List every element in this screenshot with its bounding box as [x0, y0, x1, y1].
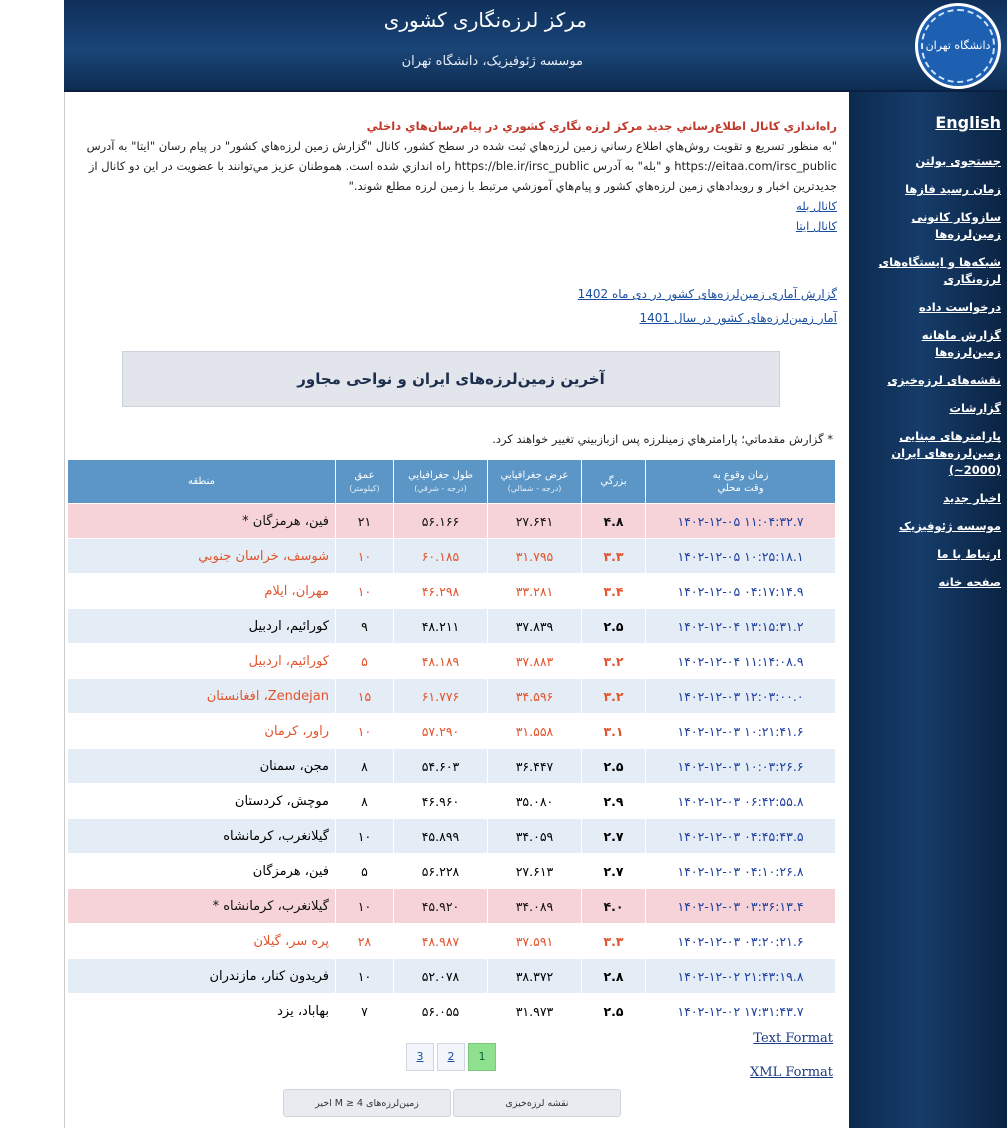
depth-cell: ۱۰ — [336, 819, 394, 854]
magnitude-cell: ۳.۲ — [582, 644, 646, 679]
event-time-cell: ۱۴۰۲-۱۲-۰۳ ۰۳:۲۰:۲۱.۶ — [646, 924, 836, 959]
longitude-cell: ۵۶.۱۶۶ — [394, 504, 488, 539]
depth-cell: ۸ — [336, 749, 394, 784]
page-3-link[interactable]: 3 — [406, 1043, 434, 1071]
longitude-cell: ۴۸.۹۸۷ — [394, 924, 488, 959]
depth-cell: ۱۰ — [336, 574, 394, 609]
longitude-cell: ۴۵.۹۲۰ — [394, 889, 488, 924]
recent-m4-button[interactable]: زمين‌لرزه‌های 4 ≤ M اخير — [283, 1089, 451, 1117]
sidebar-english-link[interactable]: English — [935, 113, 1001, 132]
magnitude-cell: ۲.۹ — [582, 784, 646, 819]
depth-cell: ۱۰ — [336, 889, 394, 924]
longitude-cell: ۵۶.۲۲۸ — [394, 854, 488, 889]
longitude-cell: ۵۷.۲۹۰ — [394, 714, 488, 749]
col-lon[interactable]: طول جغرافيايي (درجه - شرقي) — [394, 460, 488, 504]
latitude-cell: ۳۶.۴۴۷ — [488, 749, 582, 784]
magnitude-cell: ۳.۱ — [582, 714, 646, 749]
latitude-cell: ۳۸.۳۷۲ — [488, 959, 582, 994]
sidebar-item-contact[interactable]: ارتباط با ما — [937, 547, 1001, 561]
table-row[interactable] — [68, 539, 836, 574]
yearly-stats-link[interactable]: آمار زمین‌لرزه‌های کشور در سال 1401 — [639, 311, 837, 325]
table-row[interactable] — [68, 924, 836, 959]
magnitude-cell: ۳.۳ — [582, 539, 646, 574]
magnitude-cell: ۲.۷ — [582, 854, 646, 889]
xml-format-link[interactable]: XML Format — [750, 1065, 833, 1080]
event-time-cell: ۱۴۰۲-۱۲-۰۲ ۲۱:۴۳:۱۹.۸ — [646, 959, 836, 994]
sidebar-item-news[interactable]: اخبار جدید — [943, 491, 1001, 505]
col-time[interactable]: زمان وقوع به وقت محلي — [646, 460, 836, 504]
bale-channel-link[interactable]: كانال بله — [796, 199, 837, 213]
latitude-cell: ۲۷.۶۴۱ — [488, 504, 582, 539]
earthquake-table — [67, 459, 836, 1029]
col-region[interactable]: منطقه — [68, 460, 336, 504]
region-cell: مجن، سمنان — [68, 749, 336, 784]
table-row[interactable] — [68, 644, 836, 679]
main-content — [64, 92, 849, 1128]
event-time-cell: ۱۴۰۲-۱۲-۰۳ ۰۴:۱۰:۲۶.۸ — [646, 854, 836, 889]
region-cell: فین، هرمزگان * — [68, 504, 336, 539]
magnitude-cell: ۲.۵ — [582, 994, 646, 1029]
latitude-cell: ۳۴.۵۹۶ — [488, 679, 582, 714]
depth-cell: ۲۸ — [336, 924, 394, 959]
stats-links — [578, 282, 837, 330]
region-cell: بهاباد، يزد — [68, 994, 336, 1029]
magnitude-cell: ۳.۴ — [582, 574, 646, 609]
table-row[interactable] — [68, 784, 836, 819]
depth-cell: ۸ — [336, 784, 394, 819]
table-row[interactable] — [68, 854, 836, 889]
depth-cell: ۱۰ — [336, 714, 394, 749]
event-time-cell: ۱۴۰۲-۱۲-۰۴ ۱۱:۱۴:۰۸.۹ — [646, 644, 836, 679]
logo-text: دانشگاه تهران — [921, 9, 995, 83]
region-cell: گيلانغرب، كرمانشاه — [68, 819, 336, 854]
text-format-link[interactable]: Text Format — [753, 1031, 833, 1046]
region-cell: راور، كرمان — [68, 714, 336, 749]
magnitude-cell: ۲.۵ — [582, 749, 646, 784]
region-cell: موچش، كردستان — [68, 784, 336, 819]
page-1-current[interactable]: 1 — [468, 1043, 496, 1071]
page-2-link[interactable]: 2 — [437, 1043, 465, 1071]
longitude-cell: ۴۸.۱۸۹ — [394, 644, 488, 679]
university-logo[interactable] — [915, 3, 1001, 89]
depth-cell: ۵ — [336, 854, 394, 889]
magnitude-cell: ۲.۵ — [582, 609, 646, 644]
sidebar-item-networks[interactable]: شبکه‌ها و ایستگاه‌های لرزه‌نگاری — [878, 255, 1001, 286]
latitude-cell: ۳۴.۰۵۹ — [488, 819, 582, 854]
header-banner — [64, 0, 1007, 92]
table-row[interactable] — [68, 749, 836, 784]
latitude-cell: ۳۷.۸۸۳ — [488, 644, 582, 679]
magnitude-cell: ۳.۳ — [582, 924, 646, 959]
depth-cell: ۹ — [336, 609, 394, 644]
sidebar-item-phases[interactable]: زمان رسید فازها — [905, 182, 1001, 196]
magnitude-cell: ۴.۸ — [582, 504, 646, 539]
region-cell: كورائيم، اردبيل — [68, 609, 336, 644]
event-time-cell: ۱۴۰۲-۱۲-۰۳ ۰۶:۴۲:۵۵.۸ — [646, 784, 836, 819]
depth-cell: ۱۰ — [336, 959, 394, 994]
longitude-cell: ۵۶.۰۵۵ — [394, 994, 488, 1029]
latitude-cell: ۳۱.۹۷۳ — [488, 994, 582, 1029]
event-time-cell: ۱۴۰۲-۱۲-۰۵ ۰۴:۱۷:۱۴.۹ — [646, 574, 836, 609]
table-row[interactable] — [68, 889, 836, 924]
event-time-cell: ۱۴۰۲-۱۲-۰۳ ۰۴:۴۵:۴۳.۵ — [646, 819, 836, 854]
sidebar-item-bulletin[interactable]: جستجوی بولتن — [915, 154, 1001, 168]
eitaa-channel-link[interactable]: كانال ايتا — [795, 219, 837, 233]
table-row[interactable] — [68, 574, 836, 609]
region-cell: فريدون كنار، مازندران — [68, 959, 336, 994]
sidebar-item-focal[interactable]: سازوکار کانونی زمین‌لرزه‌ها — [911, 210, 1001, 241]
sidebar-item-home[interactable]: صفحه خانه — [938, 575, 1001, 589]
seismicity-map-button[interactable]: نقشه لرزه‌خيزی — [453, 1089, 621, 1117]
monthly-stats-link[interactable]: گزارش آماری زمین‌لرزه‌های کشور در دی ماه 1402 — [577, 287, 837, 301]
section-title: آخرین زمین‌لرزه‌های ایران و نواحی مجاور — [122, 351, 780, 407]
announcement — [72, 116, 837, 236]
event-time-cell: ۱۴۰۲-۱۲-۰۳ ۰۳:۳۶:۱۳.۴ — [646, 889, 836, 924]
table-row[interactable] — [68, 819, 836, 854]
site-title: مرکز لرزه‌نگاری کشوری — [383, 8, 587, 32]
table-row[interactable] — [68, 504, 836, 539]
event-time-cell: ۱۴۰۲-۱۲-۰۵ ۱۰:۲۵:۱۸.۱ — [646, 539, 836, 574]
table-row[interactable] — [68, 994, 836, 1029]
longitude-cell: ۶۰.۱۸۵ — [394, 539, 488, 574]
region-cell: كورائيم، اردبيل — [68, 644, 336, 679]
depth-cell: ۱۵ — [336, 679, 394, 714]
magnitude-cell: ۴.۰ — [582, 889, 646, 924]
longitude-cell: ۴۵.۸۹۹ — [394, 819, 488, 854]
depth-cell: ۱۰ — [336, 539, 394, 574]
sidebar-item-monthly[interactable]: گزارش ماهانه زمین‌لرزه‌ها — [921, 328, 1001, 359]
longitude-cell: ۴۶.۲۹۸ — [394, 574, 488, 609]
event-time-cell: ۱۴۰۲-۱۲-۰۲ ۱۷:۳۱:۴۳.۷ — [646, 994, 836, 1029]
site-subtitle: موسسه ژئوفیزیک، دانشگاه تهران — [401, 54, 583, 69]
announcement-body: "به منظور تسريع و تقويت روش‌هاي اطلاع رساني زمين لرزه‌هاي ثبت شده در سطح كشور، كانال "گزارش زمين لرزه‌هاي كشور" در پيام رسان "ايتا" به آدرس https://eitaa.com/irsc_public و "بله" به آدرس https://ble.ir/irsc_public راه اندازي شده است. هموطنان عزيز مي‌توانند با عضويت در اين دو كانال از جديدترين اخبار و رويدادهاي زمين لرزه‌هاي كشور و پيام‌هاي آموزشي مرتبط با زمين لرزه مطلع شوند." — [86, 139, 837, 193]
magnitude-cell: ۲.۸ — [582, 959, 646, 994]
region-cell: پره سر، گيلان — [68, 924, 336, 959]
magnitude-cell: ۲.۷ — [582, 819, 646, 854]
table-header-row — [68, 460, 836, 504]
event-time-cell: ۱۴۰۲-۱۲-۰۴ ۱۳:۱۵:۳۱.۲ — [646, 609, 836, 644]
region-cell: شوسف، خراسان جنوبي — [68, 539, 336, 574]
latitude-cell: ۳۳.۲۸۱ — [488, 574, 582, 609]
longitude-cell: ۵۴.۶۰۳ — [394, 749, 488, 784]
latitude-cell: ۳۱.۵۵۸ — [488, 714, 582, 749]
sidebar-item-data-request[interactable]: درخواست داده — [919, 300, 1001, 314]
table-row[interactable] — [68, 714, 836, 749]
region-cell: مهران، ايلام — [68, 574, 336, 609]
latitude-cell: ۳۵.۰۸۰ — [488, 784, 582, 819]
event-time-cell: ۱۴۰۲-۱۲-۰۵ ۱۱:۰۴:۳۲.۷ — [646, 504, 836, 539]
latitude-cell: ۳۱.۷۹۵ — [488, 539, 582, 574]
region-cell: فين، هرمزگان — [68, 854, 336, 889]
latitude-cell: ۲۷.۶۱۳ — [488, 854, 582, 889]
latitude-cell: ۳۴.۰۸۹ — [488, 889, 582, 924]
region-cell: Zendejan، افغانستان — [68, 679, 336, 714]
longitude-cell: ۴۶.۹۶۰ — [394, 784, 488, 819]
longitude-cell: ۴۸.۲۱۱ — [394, 609, 488, 644]
sidebar-item-seismicity-maps[interactable]: نقشه‌های لرزه‌خیزی — [887, 373, 1001, 387]
event-time-cell: ۱۴۰۲-۱۲-۰۳ ۱۰:۰۳:۲۶.۶ — [646, 749, 836, 784]
event-time-cell: ۱۴۰۲-۱۲-۰۳ ۱۰:۲۱:۴۱.۶ — [646, 714, 836, 749]
longitude-cell: ۵۲.۰۷۸ — [394, 959, 488, 994]
latitude-cell: ۳۷.۵۹۱ — [488, 924, 582, 959]
table-row[interactable] — [68, 609, 836, 644]
sidebar-item-parameters[interactable]: پارامترهای مبنایی زمین‌لرزه‌های ایران (2000~) — [891, 429, 1001, 477]
magnitude-cell: ۳.۲ — [582, 679, 646, 714]
preliminary-note: * گزارش مقدماتي؛ پارامترهاي زمينلرزه پس ازبازبيني تغيير خواهند كرد. — [492, 432, 833, 446]
table-row[interactable] — [68, 959, 836, 994]
table-row[interactable] — [68, 679, 836, 714]
region-cell: گيلانغرب، كرمانشاه * — [68, 889, 336, 924]
col-mag[interactable]: بزرگي — [582, 460, 646, 504]
sidebar-item-institute[interactable]: موسسه ژئوفیزیک — [899, 519, 1001, 533]
latitude-cell: ۳۷.۸۳۹ — [488, 609, 582, 644]
pagination — [406, 1043, 496, 1071]
col-depth[interactable]: عمق (كيلومتر) — [336, 460, 394, 504]
sidebar — [849, 92, 1007, 1128]
announcement-heading: راه‌اندازي كانال اطلاع‌رساني جديد مركز لرزه نگاري كشوري در پيام‌رسان‌هاي داخلي — [366, 119, 837, 133]
depth-cell: ۷ — [336, 994, 394, 1029]
col-lat[interactable]: عرض جغرافيايي (درجه - شمالي) — [488, 460, 582, 504]
depth-cell: ۲۱ — [336, 504, 394, 539]
sidebar-item-reports[interactable]: گزارشات — [949, 401, 1001, 415]
longitude-cell: ۶۱.۷۷۶ — [394, 679, 488, 714]
depth-cell: ۵ — [336, 644, 394, 679]
event-time-cell: ۱۴۰۲-۱۲-۰۳ ۱۲:۰۳:۰۰.۰ — [646, 679, 836, 714]
